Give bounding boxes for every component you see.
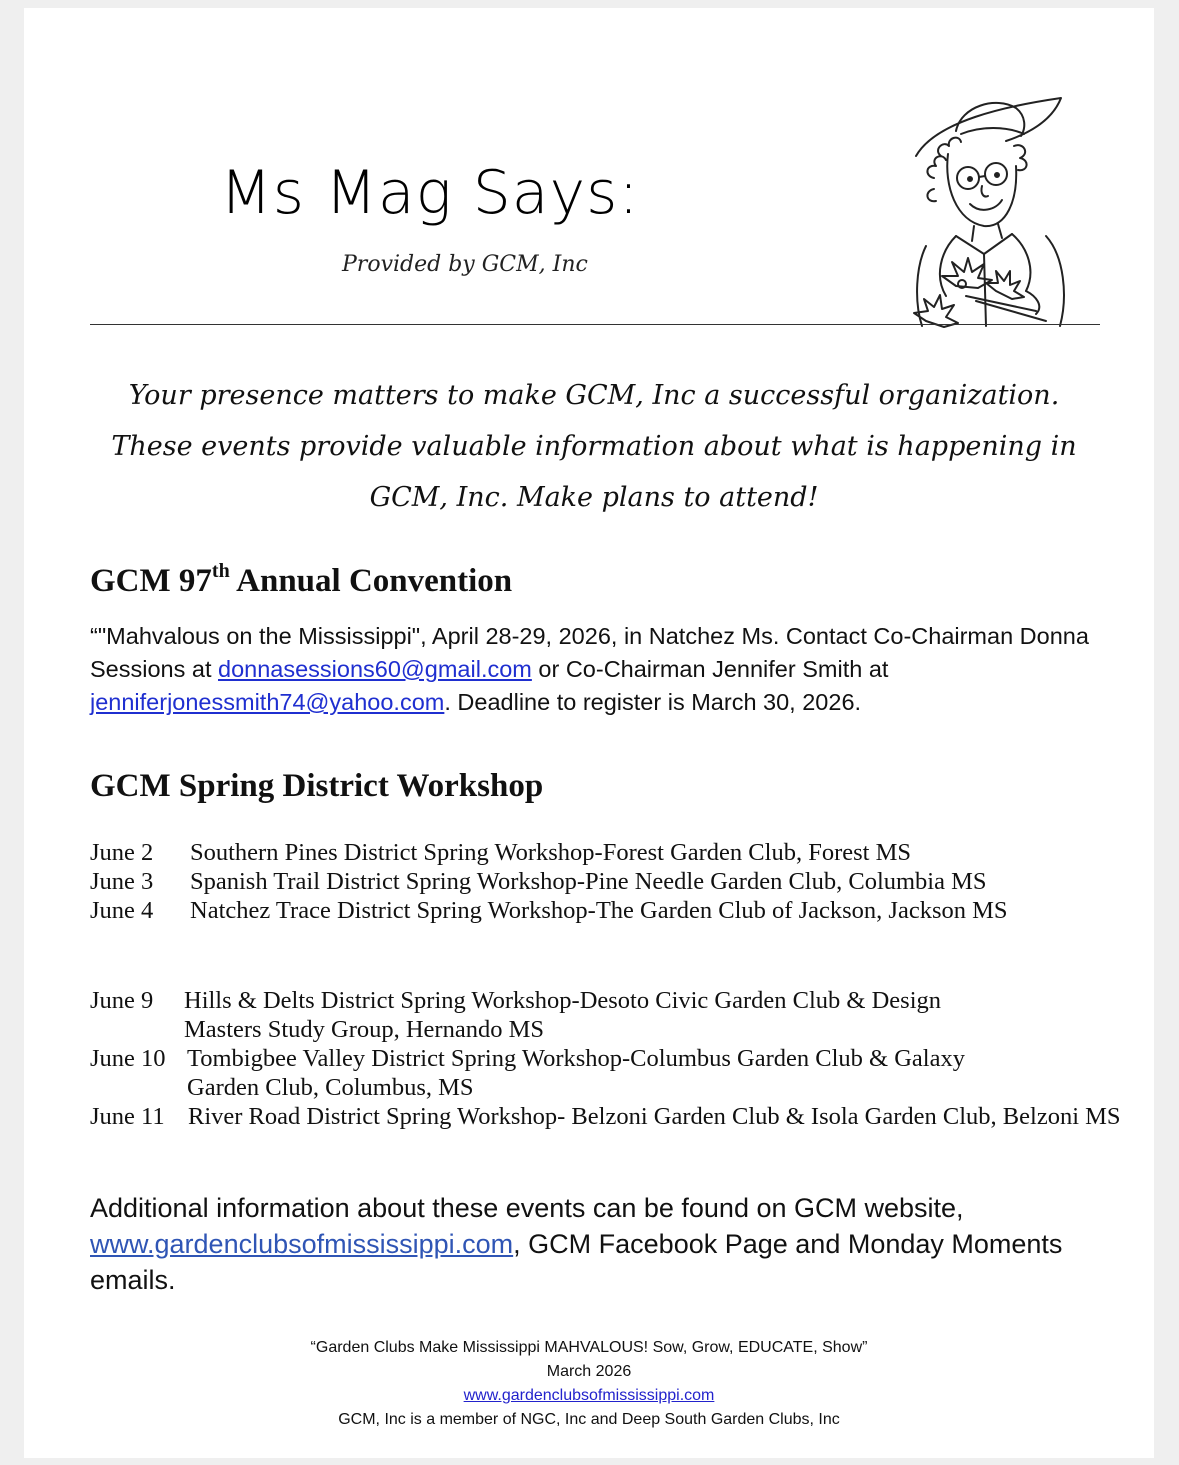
schedule-row: June 10 Tombigbee Valley District Spring Workshop-Columbus Garden Club & Galaxy Garden Club, Columbus, MS (90, 1045, 965, 1101)
email-link-jennifer[interactable]: jenniferjonessmith74@yahoo.com (90, 689, 445, 715)
page-title: Ms Mag Says: (220, 158, 640, 228)
schedule-row: June 4 Natchez Trace District Spring Workshop-The Garden Club of Jackson, Jackson MS (90, 897, 1008, 924)
page-subtitle: Provided by GCM, Inc (342, 252, 588, 277)
intro-message: Your presence matters to make GCM, Inc a successful organization. These events provide valuable information about what is happening in GCM, Inc. Make plans to attend! (111, 380, 1077, 513)
footer-membership: GCM, Inc is a member of NGC, Inc and Deep South Garden Clubs, Inc (338, 1411, 840, 1428)
schedule-row: June 11 River Road District Spring Workshop- Belzoni Garden Club & Isola Garden Club, Belzoni MS (90, 1103, 1121, 1130)
footer (24, 1336, 1154, 1432)
convention-details: “"Mahvalous on the Mississippi", April 28-29, 2026, in Natchez Ms. Contact Co-Chairman Donna Sessions at donnasessions60@gmail.com or Co-Chairman Jennifer Smith at jenniferjonessmith74@yahoo.com. Deadline to register is March 30, 2026. (90, 623, 1089, 715)
convention-heading: GCM 97th Annual Convention (90, 560, 513, 599)
workshop-schedule-group-2 (90, 986, 1140, 1131)
website-link[interactable]: www.gardenclubsofmississippi.com (90, 1229, 514, 1259)
schedule-row: June 3 Spanish Trail District Spring Workshop-Pine Needle Garden Club, Columbia MS (90, 868, 987, 895)
newsletter-page (24, 8, 1154, 1458)
header-divider (90, 324, 1100, 325)
lady-in-hat-illustration-icon (886, 86, 1086, 336)
footer-slogan: “Garden Clubs Make Mississippi MAHVALOUS! Sow, Grow, EDUCATE, Show” (310, 1339, 868, 1356)
schedule-row: June 9 Hills & Delts District Spring Workshop-Desoto Civic Garden Club & Design Masters Study Group, Hernando MS (90, 987, 942, 1043)
footer-website-link[interactable]: www.gardenclubsofmississippi.com (463, 1387, 715, 1404)
email-link-donna[interactable]: donnasessions60@gmail.com (218, 656, 532, 682)
workshop-heading: GCM Spring District Workshop (90, 768, 544, 804)
additional-info: Additional information about these events can be found on GCM website, www.gardenclubsofmississippi.com, GCM Facebook Page and Monday Moments emails. (90, 1193, 1063, 1295)
workshop-schedule-group-1 (90, 838, 1140, 925)
schedule-row: June 2 Southern Pines District Spring Workshop-Forest Garden Club, Forest MS (90, 839, 911, 866)
footer-date: March 2026 (546, 1363, 632, 1380)
